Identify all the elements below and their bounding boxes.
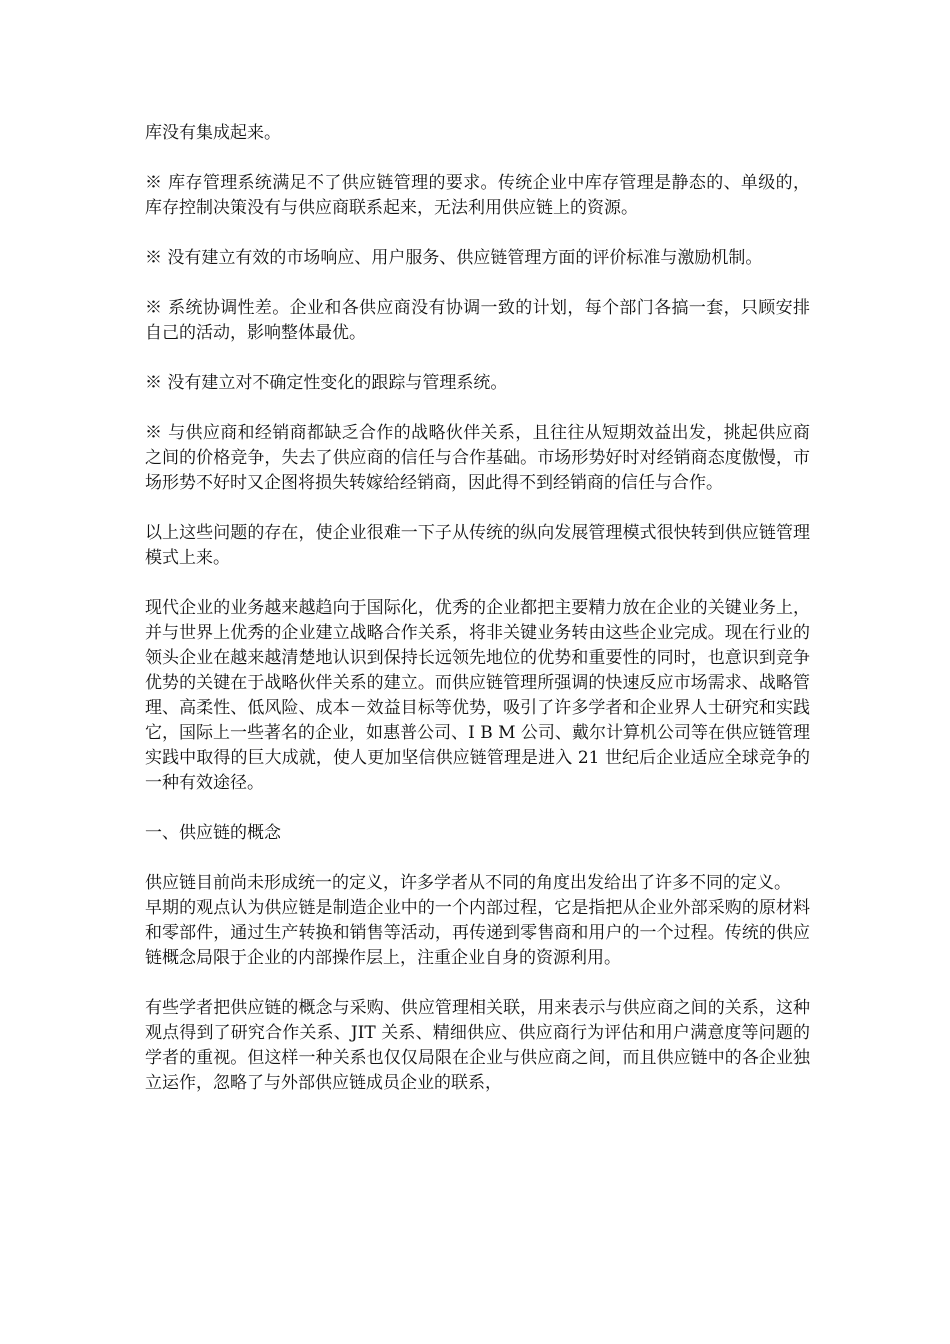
paragraph: ※ 库存管理系统满足不了供应链管理的要求。传统企业中库存管理是静态的、单级的，库存控制决策没有与供应商联系起来，无法利用供应链上的资源。 (145, 173, 810, 218)
document-body (145, 121, 810, 1121)
paragraph: 现代企业的业务越来越趋向于国际化，优秀的企业都把主要精力放在企业的关键业务上，并与世界上优秀的企业建立战略合作关系，将非关键业务转由这些企业完成。现在行业的领头企业在越来越清楚地认识到保持长远领先地位的优势和重要性的同时，也意识到竞争优势的关键在于战略伙伴关系的建立。而供应链管理所强调的快速反应市场需求、战略管理、高柔性、低风险、成本－效益目标等优势，吸引了许多学者和企业界人士研究和实践它，国际上一些著名的企业，如惠普公司、I B M 公司、戴尔计算机公司等在供应链管理实践中取得的巨大成就，使人更加坚信供应链管理是进入 21 世纪后企业适应全球竞争的一种有效途径。 (145, 598, 810, 793)
paragraph: 库没有集成起来。 (145, 123, 281, 143)
paragraph: ※ 系统协调性差。企业和各供应商没有协调一致的计划，每个部门各搞一套，只顾安排自己的活动，影响整体最优。 (145, 298, 810, 343)
paragraph: ※ 与供应商和经销商都缺乏合作的战略伙伴关系，且往往从短期效益出发，挑起供应商之间的价格竞争，失去了供应商的信任与合作基础。市场形势好时对经销商态度傲慢，市场形势不好时又企图将损失转嫁给经销商，因此得不到经销商的信任与合作。 (145, 423, 810, 493)
paragraph: 有些学者把供应链的概念与采购、供应管理相关联，用来表示与供应商之间的关系，这种观点得到了研究合作关系、JIT 关系、精细供应、供应商行为评估和用户满意度等问题的学者的重视。但这样一种关系也仅仅局限在企业与供应商之间，而且供应链中的各企业独立运作，忽略了与外部供应链成员企业的联系， (145, 998, 810, 1093)
paragraph: ※ 没有建立对不确定性变化的跟踪与管理系统。 (145, 373, 508, 393)
paragraph: 以上这些问题的存在，使企业很难一下子从传统的纵向发展管理模式很快转到供应链管理模式上来。 (145, 523, 810, 568)
section-heading: 一、供应链的概念 (145, 823, 281, 843)
paragraph: ※ 没有建立有效的市场响应、用户服务、供应链管理方面的评价标准与激励机制。 (145, 248, 763, 268)
paragraph: 供应链目前尚未形成统一的定义，许多学者从不同的角度出发给出了许多不同的定义。 (145, 873, 791, 893)
paragraph: 早期的观点认为供应链是制造企业中的一个内部过程，它是指把从企业外部采购的原材料和零部件，通过生产转换和销售等活动，再传递到零售商和用户的一个过程。传统的供应链概念局限于企业的内部操作层上，注重企业自身的资源利用。 (145, 898, 810, 968)
